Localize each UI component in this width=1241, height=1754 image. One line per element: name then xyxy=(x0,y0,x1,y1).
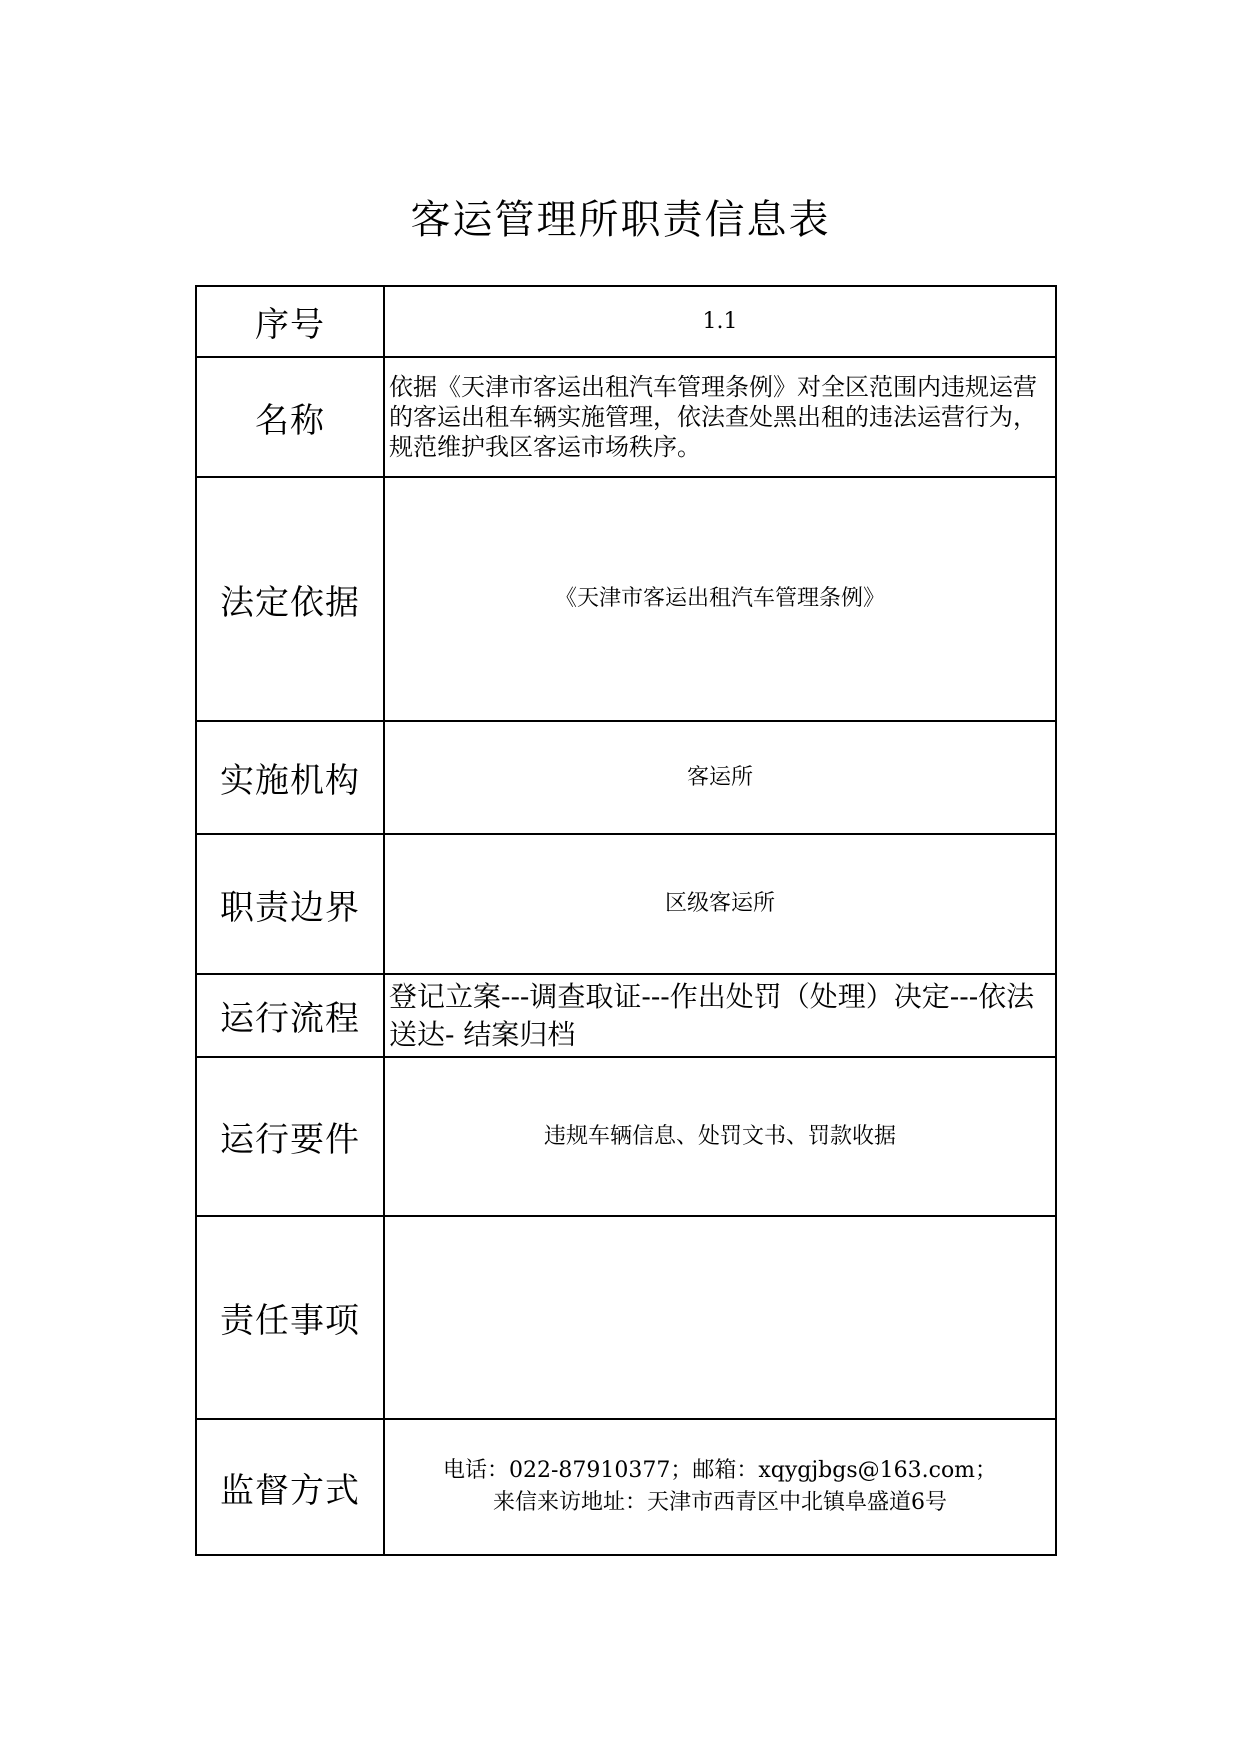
serial-number: 1.1 xyxy=(702,308,738,334)
row-supervision xyxy=(196,1419,1056,1555)
row-responsibilities xyxy=(196,1216,1056,1419)
row-legal-basis xyxy=(196,477,1056,721)
row-serial xyxy=(196,286,1056,357)
process-text: 登记立案---调查取证---作出处罚（处理）决定---依法送达- 结案归档 xyxy=(389,979,1035,1051)
row-name xyxy=(196,357,1056,477)
label-responsibilities: 责任事项 xyxy=(196,1216,384,1419)
row-implementing-agency xyxy=(196,721,1056,834)
row-process xyxy=(196,974,1056,1057)
label-process: 运行流程 xyxy=(196,974,384,1057)
supervision-address: 来信来访地址：天津市西青区中北镇阜盛道6号 xyxy=(493,1490,947,1515)
label-requirements: 运行要件 xyxy=(196,1057,384,1216)
value-process xyxy=(384,974,1056,1057)
value-implementing-agency xyxy=(384,721,1056,834)
requirements-text: 违规车辆信息、处罚文书、罚款收据 xyxy=(543,1123,896,1149)
value-name xyxy=(384,357,1056,477)
legal-basis-text: 《天津市客运出租汽车管理条例》 xyxy=(554,586,885,611)
responsibility-boundary-text: 区级客运所 xyxy=(664,891,775,916)
value-responsibilities xyxy=(384,1216,1056,1419)
page-title: 客运管理所职责信息表 xyxy=(410,197,831,243)
value-supervision xyxy=(384,1419,1056,1555)
value-responsibility-boundary xyxy=(384,834,1056,974)
row-responsibility-boundary xyxy=(196,834,1056,974)
label-supervision: 监督方式 xyxy=(196,1419,384,1555)
row-requirements xyxy=(196,1057,1056,1216)
label-legal-basis: 法定依据 xyxy=(196,477,384,721)
value-legal-basis xyxy=(384,477,1056,721)
info-table xyxy=(195,285,1057,1556)
value-serial xyxy=(384,286,1056,357)
implementing-agency-text: 客运所 xyxy=(686,764,753,790)
label-serial: 序号 xyxy=(196,286,384,357)
label-name: 名称 xyxy=(196,357,384,477)
supervision-phone-email: 电话：022-87910377；邮箱：xqygjbgs@163.com； xyxy=(442,1458,998,1483)
label-responsibility-boundary: 职责边界 xyxy=(196,834,384,974)
label-implementing-agency: 实施机构 xyxy=(196,721,384,834)
value-requirements xyxy=(384,1057,1056,1216)
supervision-contact xyxy=(385,1455,1055,1519)
name-text: 依据《天津市客运出租汽车管理条例》对全区范围内违规运营的客运出租车辆实施管理，依法查处黑出租的违法运营行为，规范维护我区客运市场秩序。 xyxy=(389,373,1037,461)
